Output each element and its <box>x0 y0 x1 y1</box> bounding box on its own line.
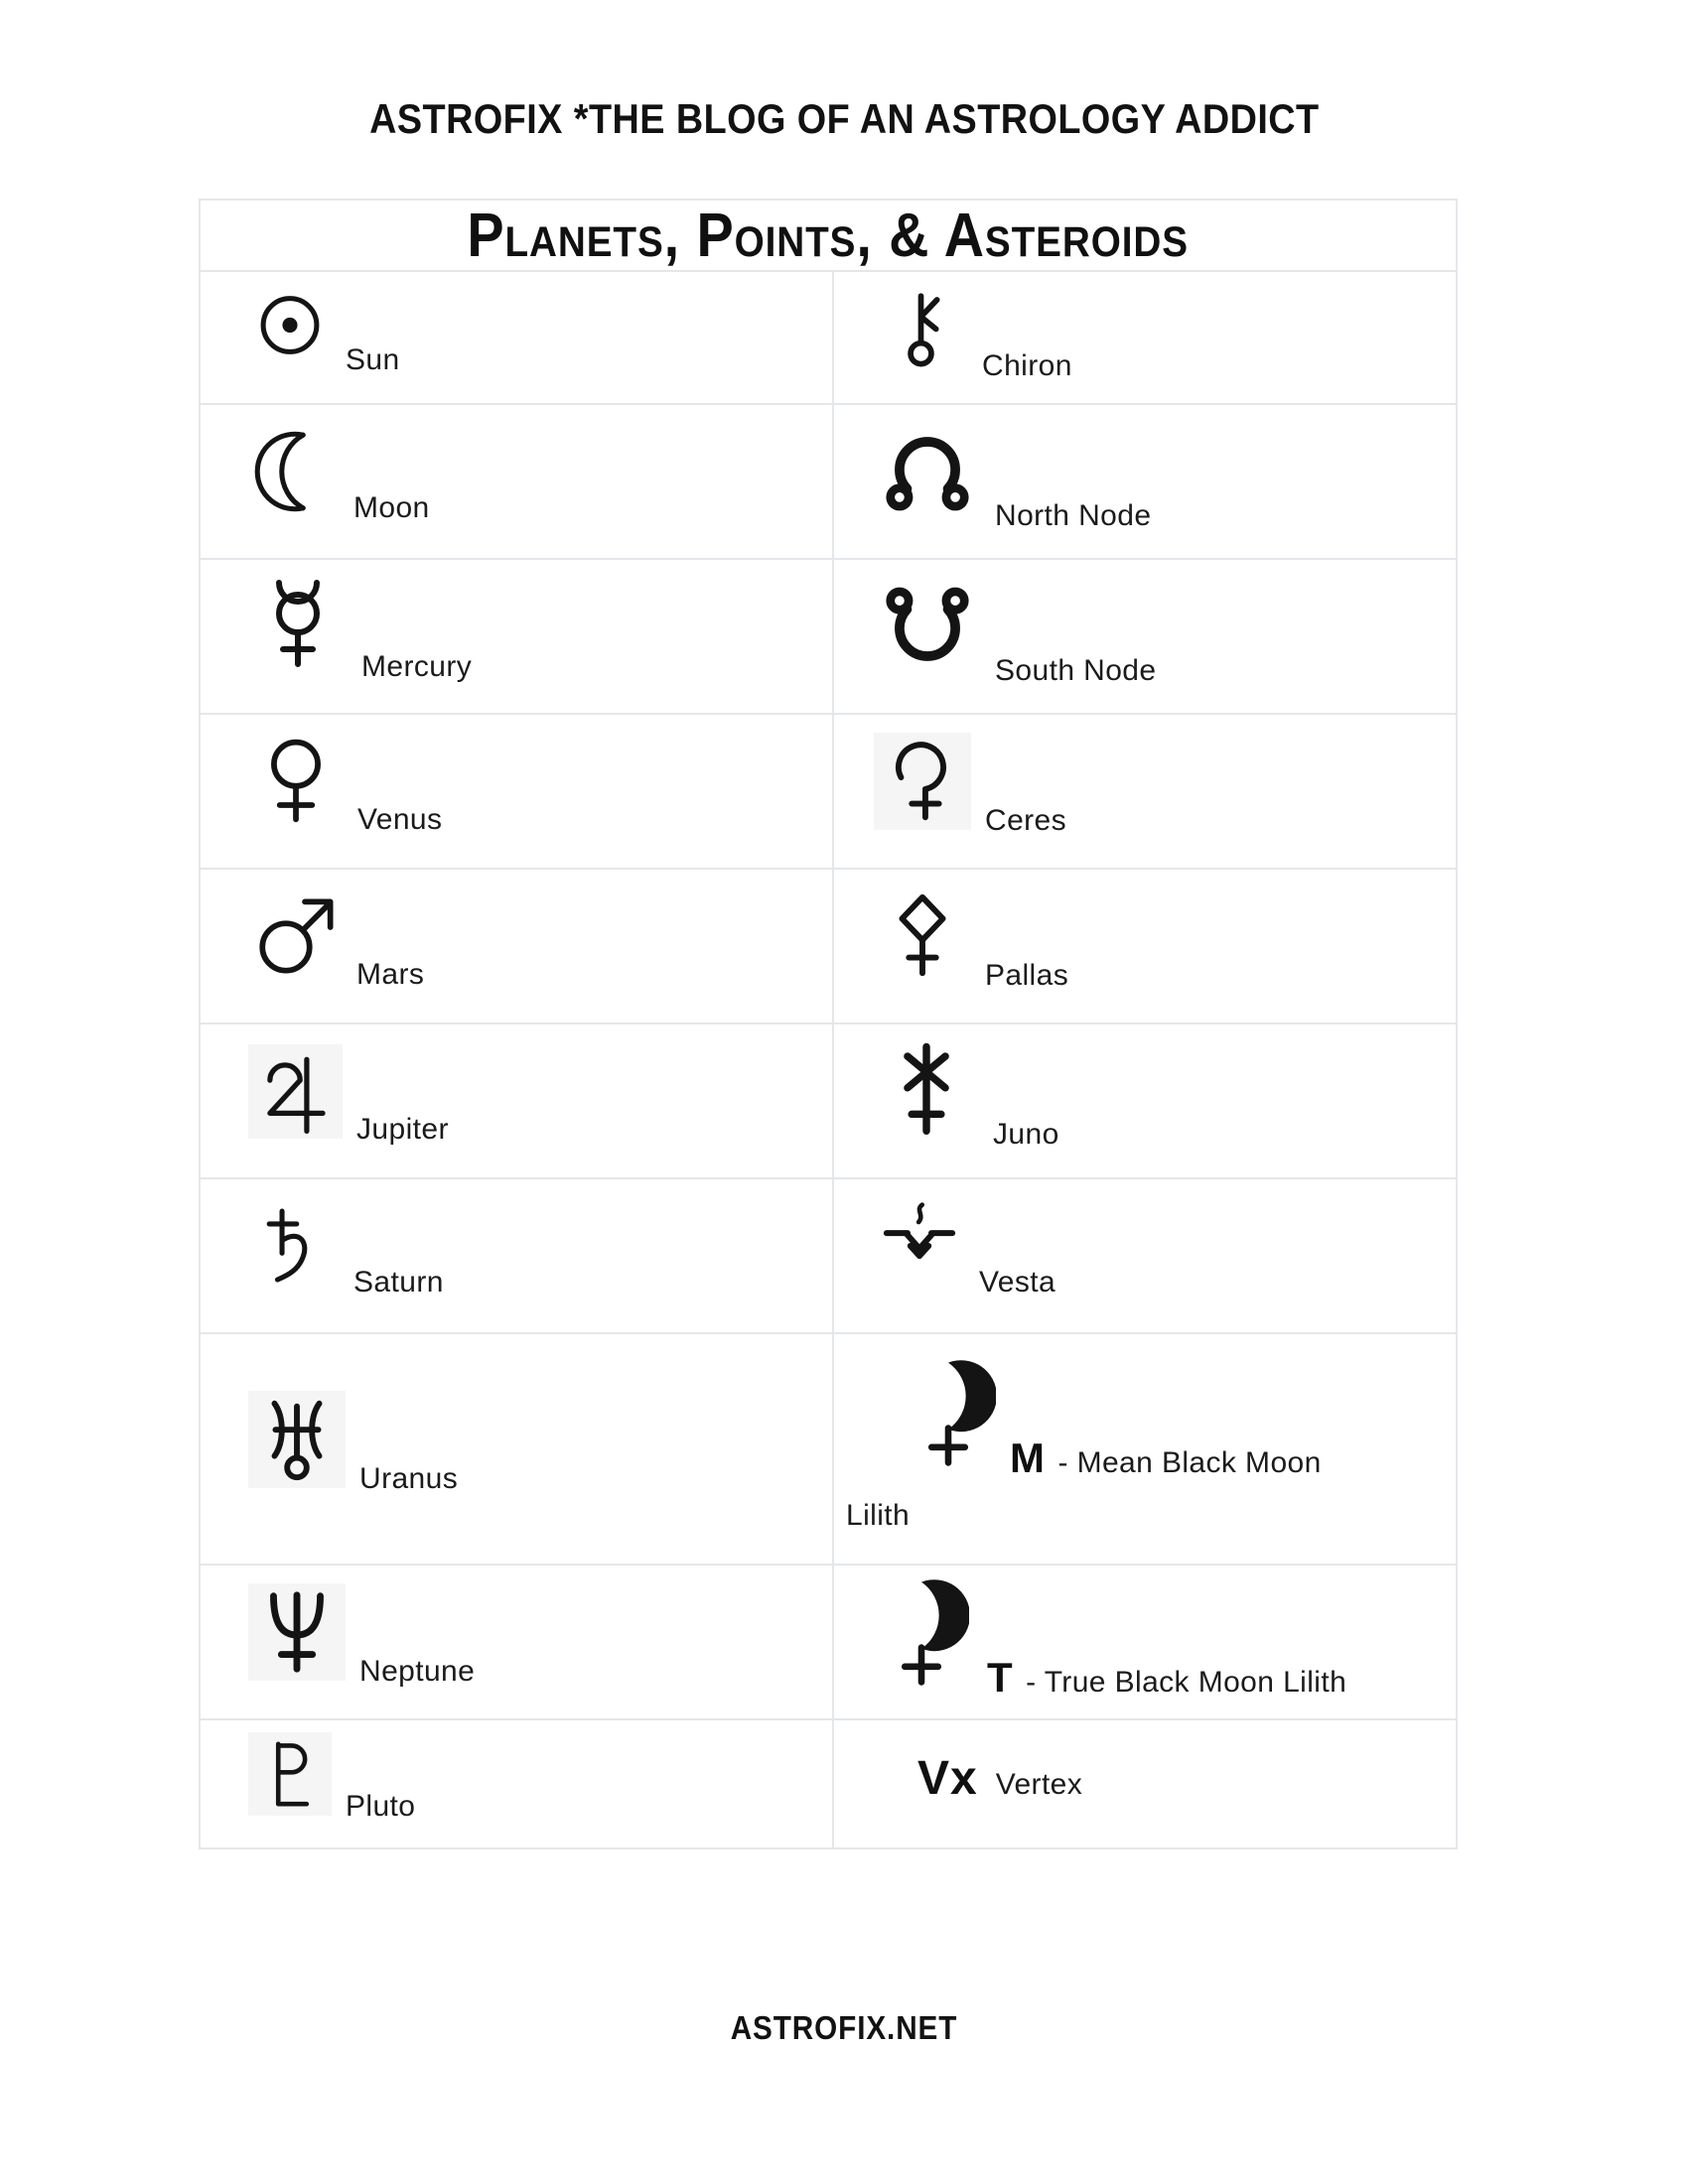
mercury-icon <box>248 577 348 676</box>
table-row <box>201 1720 1456 1847</box>
symbol-label: Moon <box>353 491 430 524</box>
symbol-label: Pluto <box>346 1790 416 1823</box>
black-moon-lilith-icon <box>901 1353 996 1472</box>
page-title <box>0 95 1688 143</box>
symbol-cell-venus <box>201 715 834 868</box>
symbol-label: - True Black Moon Lilith <box>1026 1666 1347 1699</box>
symbol-cell-saturn <box>201 1179 834 1332</box>
symbol-label: Juno <box>993 1118 1059 1151</box>
symbol-cell-pallas <box>834 870 1456 1023</box>
symbol-letter: M <box>1010 1434 1046 1481</box>
venus-icon <box>248 734 344 829</box>
vesta-icon <box>874 1200 965 1292</box>
site-footer-text: ASTROFIX.NET <box>730 2009 958 2046</box>
south-node-icon <box>874 573 981 680</box>
table-row <box>201 1179 1456 1334</box>
table-row <box>201 870 1456 1024</box>
table-row <box>201 405 1456 560</box>
symbol-cell-north-node <box>834 405 1456 558</box>
symbol-label: Mars <box>356 957 425 991</box>
symbol-cell-true-black-moon-lilith <box>834 1566 1456 1718</box>
symbol-label: Vertex <box>995 1767 1083 1801</box>
mars-icon <box>248 889 343 984</box>
uranus-icon <box>248 1391 346 1488</box>
symbol-label: - Mean Black Moon Lilith <box>846 1446 1322 1532</box>
moon-icon <box>248 426 340 517</box>
page-title-text: ASTROFIX *THE BLOG OF AN ASTROLOGY ADDICT <box>368 95 1320 142</box>
symbol-cell-moon <box>201 405 834 558</box>
table-row <box>201 1566 1456 1720</box>
symbol-cell-neptune <box>201 1566 834 1718</box>
ceres-icon <box>874 733 971 830</box>
table-row <box>201 560 1456 715</box>
symbol-cell-jupiter <box>201 1024 834 1177</box>
symbol-cell-uranus <box>201 1334 834 1564</box>
symbol-cell-chiron <box>834 272 1456 403</box>
neptune-icon <box>248 1583 346 1681</box>
sun-icon <box>248 286 332 369</box>
symbol-label: Vesta <box>979 1266 1056 1298</box>
symbol-label: Neptune <box>359 1655 476 1688</box>
symbol-cell-juno <box>834 1024 1456 1177</box>
north-node-icon <box>874 418 981 525</box>
symbol-cell-ceres <box>834 715 1456 868</box>
black-moon-lilith-icon <box>874 1572 969 1692</box>
symbols-table <box>199 199 1458 1849</box>
symbol-label: Venus <box>357 803 443 836</box>
symbol-cell-south-node <box>834 560 1456 713</box>
symbol-label: Sun <box>346 343 400 376</box>
symbol-cell-vertex <box>834 1720 1456 1847</box>
table-title: Planets, Points, & Asteroids <box>467 201 1190 270</box>
symbol-cell-mercury <box>201 560 834 713</box>
pluto-icon <box>248 1732 332 1816</box>
table-title-row <box>201 201 1456 272</box>
symbol-label: Uranus <box>359 1461 459 1495</box>
symbol-label: Ceres <box>985 804 1067 837</box>
symbol-letter: T <box>987 1654 1014 1701</box>
symbol-cell-pluto <box>201 1720 834 1847</box>
pallas-icon <box>874 887 971 985</box>
symbol-label: Pallas <box>985 959 1069 992</box>
symbol-cell-sun <box>201 272 834 403</box>
vertex-symbol-text: Vx <box>917 1751 978 1805</box>
symbol-cell-vesta <box>834 1179 1456 1332</box>
table-row <box>201 715 1456 870</box>
symbol-label: Mercury <box>361 650 473 683</box>
chiron-icon <box>874 281 968 375</box>
symbol-label: North Node <box>995 499 1152 532</box>
symbol-cell-mean-black-moon-lilith <box>834 1334 1456 1564</box>
symbol-label: South Node <box>995 654 1157 687</box>
symbol-label: Saturn <box>353 1266 444 1298</box>
juno-icon <box>874 1038 979 1144</box>
table-row <box>201 1024 1456 1179</box>
table-row <box>201 272 1456 405</box>
jupiter-icon <box>248 1044 343 1139</box>
table-row <box>201 1334 1456 1566</box>
symbol-label: Jupiter <box>356 1112 449 1146</box>
symbol-label: Chiron <box>982 348 1072 382</box>
saturn-icon <box>248 1200 340 1292</box>
symbol-cell-mars <box>201 870 834 1023</box>
site-footer <box>0 2009 1688 2047</box>
